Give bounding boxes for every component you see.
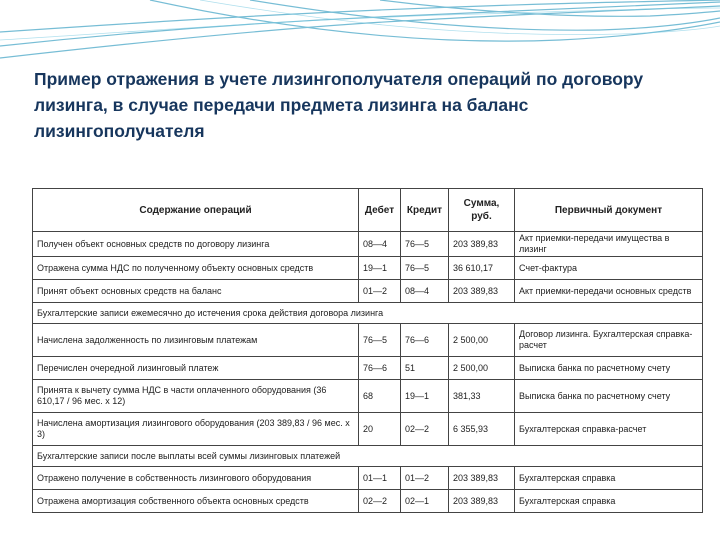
cell-amount: 203 389,83 — [449, 280, 515, 303]
cell-credit: 02—2 — [401, 413, 449, 446]
cell-document: Выписка банка по расчетному счету — [515, 380, 703, 413]
cell-document: Бухгалтерская справка — [515, 467, 703, 490]
table-row — [33, 357, 703, 380]
cell-operation: Отражена амортизация собственного объекта основных средств — [33, 490, 359, 513]
operations-table — [32, 188, 703, 513]
header-credit: Кредит — [401, 189, 449, 232]
cell-debit: 19—1 — [359, 257, 401, 280]
header-operation: Содержание операций — [33, 189, 359, 232]
header-debit: Дебет — [359, 189, 401, 232]
table-section-row — [33, 446, 703, 467]
cell-amount: 203 389,83 — [449, 232, 515, 257]
cell-document: Акт приемки-передачи имущества в лизинг — [515, 232, 703, 257]
cell-operation: Принят объект основных средств на баланс — [33, 280, 359, 303]
cell-credit: 76—5 — [401, 257, 449, 280]
cell-debit: 20 — [359, 413, 401, 446]
cell-operation: Отражено получение в собственность лизингового оборудования — [33, 467, 359, 490]
cell-amount: 6 355,93 — [449, 413, 515, 446]
cell-operation: Отражена сумма НДС по полученному объекту основных средств — [33, 257, 359, 280]
table-row — [33, 380, 703, 413]
cell-document: Бухгалтерская справка-расчет — [515, 413, 703, 446]
cell-credit: 01—2 — [401, 467, 449, 490]
cell-amount: 2 500,00 — [449, 357, 515, 380]
cell-credit: 08—4 — [401, 280, 449, 303]
table-row — [33, 280, 703, 303]
cell-credit: 51 — [401, 357, 449, 380]
cell-operation: Перечислен очередной лизинговый платеж — [33, 357, 359, 380]
table-header-row — [33, 189, 703, 232]
table-row — [33, 413, 703, 446]
cell-operation: Получен объект основных средств по договору лизинга — [33, 232, 359, 257]
cell-amount: 36 610,17 — [449, 257, 515, 280]
table-row — [33, 257, 703, 280]
cell-debit: 02—2 — [359, 490, 401, 513]
cell-document: Бухгалтерская справка — [515, 490, 703, 513]
cell-operation: Начислена амортизация лизингового оборудования (203 389,83 / 96 мес. x 3) — [33, 413, 359, 446]
cell-debit: 76—6 — [359, 357, 401, 380]
cell-document: Договор лизинга. Бухгалтерская справка-расчет — [515, 324, 703, 357]
cell-operation: Начислена задолженность по лизинговым платежам — [33, 324, 359, 357]
cell-document: Счет-фактура — [515, 257, 703, 280]
cell-amount: 381,33 — [449, 380, 515, 413]
slide-title: Пример отражения в учете лизингополучателя операций по договору лизинга, в случае передачи предмета лизинга на баланс лизингополучателя — [34, 69, 644, 141]
cell-credit: 76—6 — [401, 324, 449, 357]
table-row — [33, 467, 703, 490]
cell-debit: 76—5 — [359, 324, 401, 357]
table-row — [33, 232, 703, 257]
cell-operation: Принята к вычету сумма НДС в части оплаченного оборудования (36 610,17 / 96 мес. x 12) — [33, 380, 359, 413]
cell-debit: 01—2 — [359, 280, 401, 303]
cell-debit: 68 — [359, 380, 401, 413]
table-row — [33, 490, 703, 513]
cell-credit: 02—1 — [401, 490, 449, 513]
cell-amount: 203 389,83 — [449, 490, 515, 513]
table-section-row — [33, 303, 703, 324]
cell-amount: 2 500,00 — [449, 324, 515, 357]
header-amount: Сумма, руб. — [449, 189, 515, 232]
table-row — [33, 324, 703, 357]
section-heading: Бухгалтерские записи ежемесячно до истечения срока действия договора лизинга — [33, 303, 703, 324]
cell-credit: 76—5 — [401, 232, 449, 257]
cell-credit: 19—1 — [401, 380, 449, 413]
cell-document: Выписка банка по расчетному счету — [515, 357, 703, 380]
header-document: Первичный документ — [515, 189, 703, 232]
cell-debit: 01—1 — [359, 467, 401, 490]
cell-debit: 08—4 — [359, 232, 401, 257]
cell-document: Акт приемки-передачи основных средств — [515, 280, 703, 303]
operations-table-container — [32, 188, 702, 513]
cell-amount: 203 389,83 — [449, 467, 515, 490]
section-heading: Бухгалтерские записи после выплаты всей суммы лизинговых платежей — [33, 446, 703, 467]
